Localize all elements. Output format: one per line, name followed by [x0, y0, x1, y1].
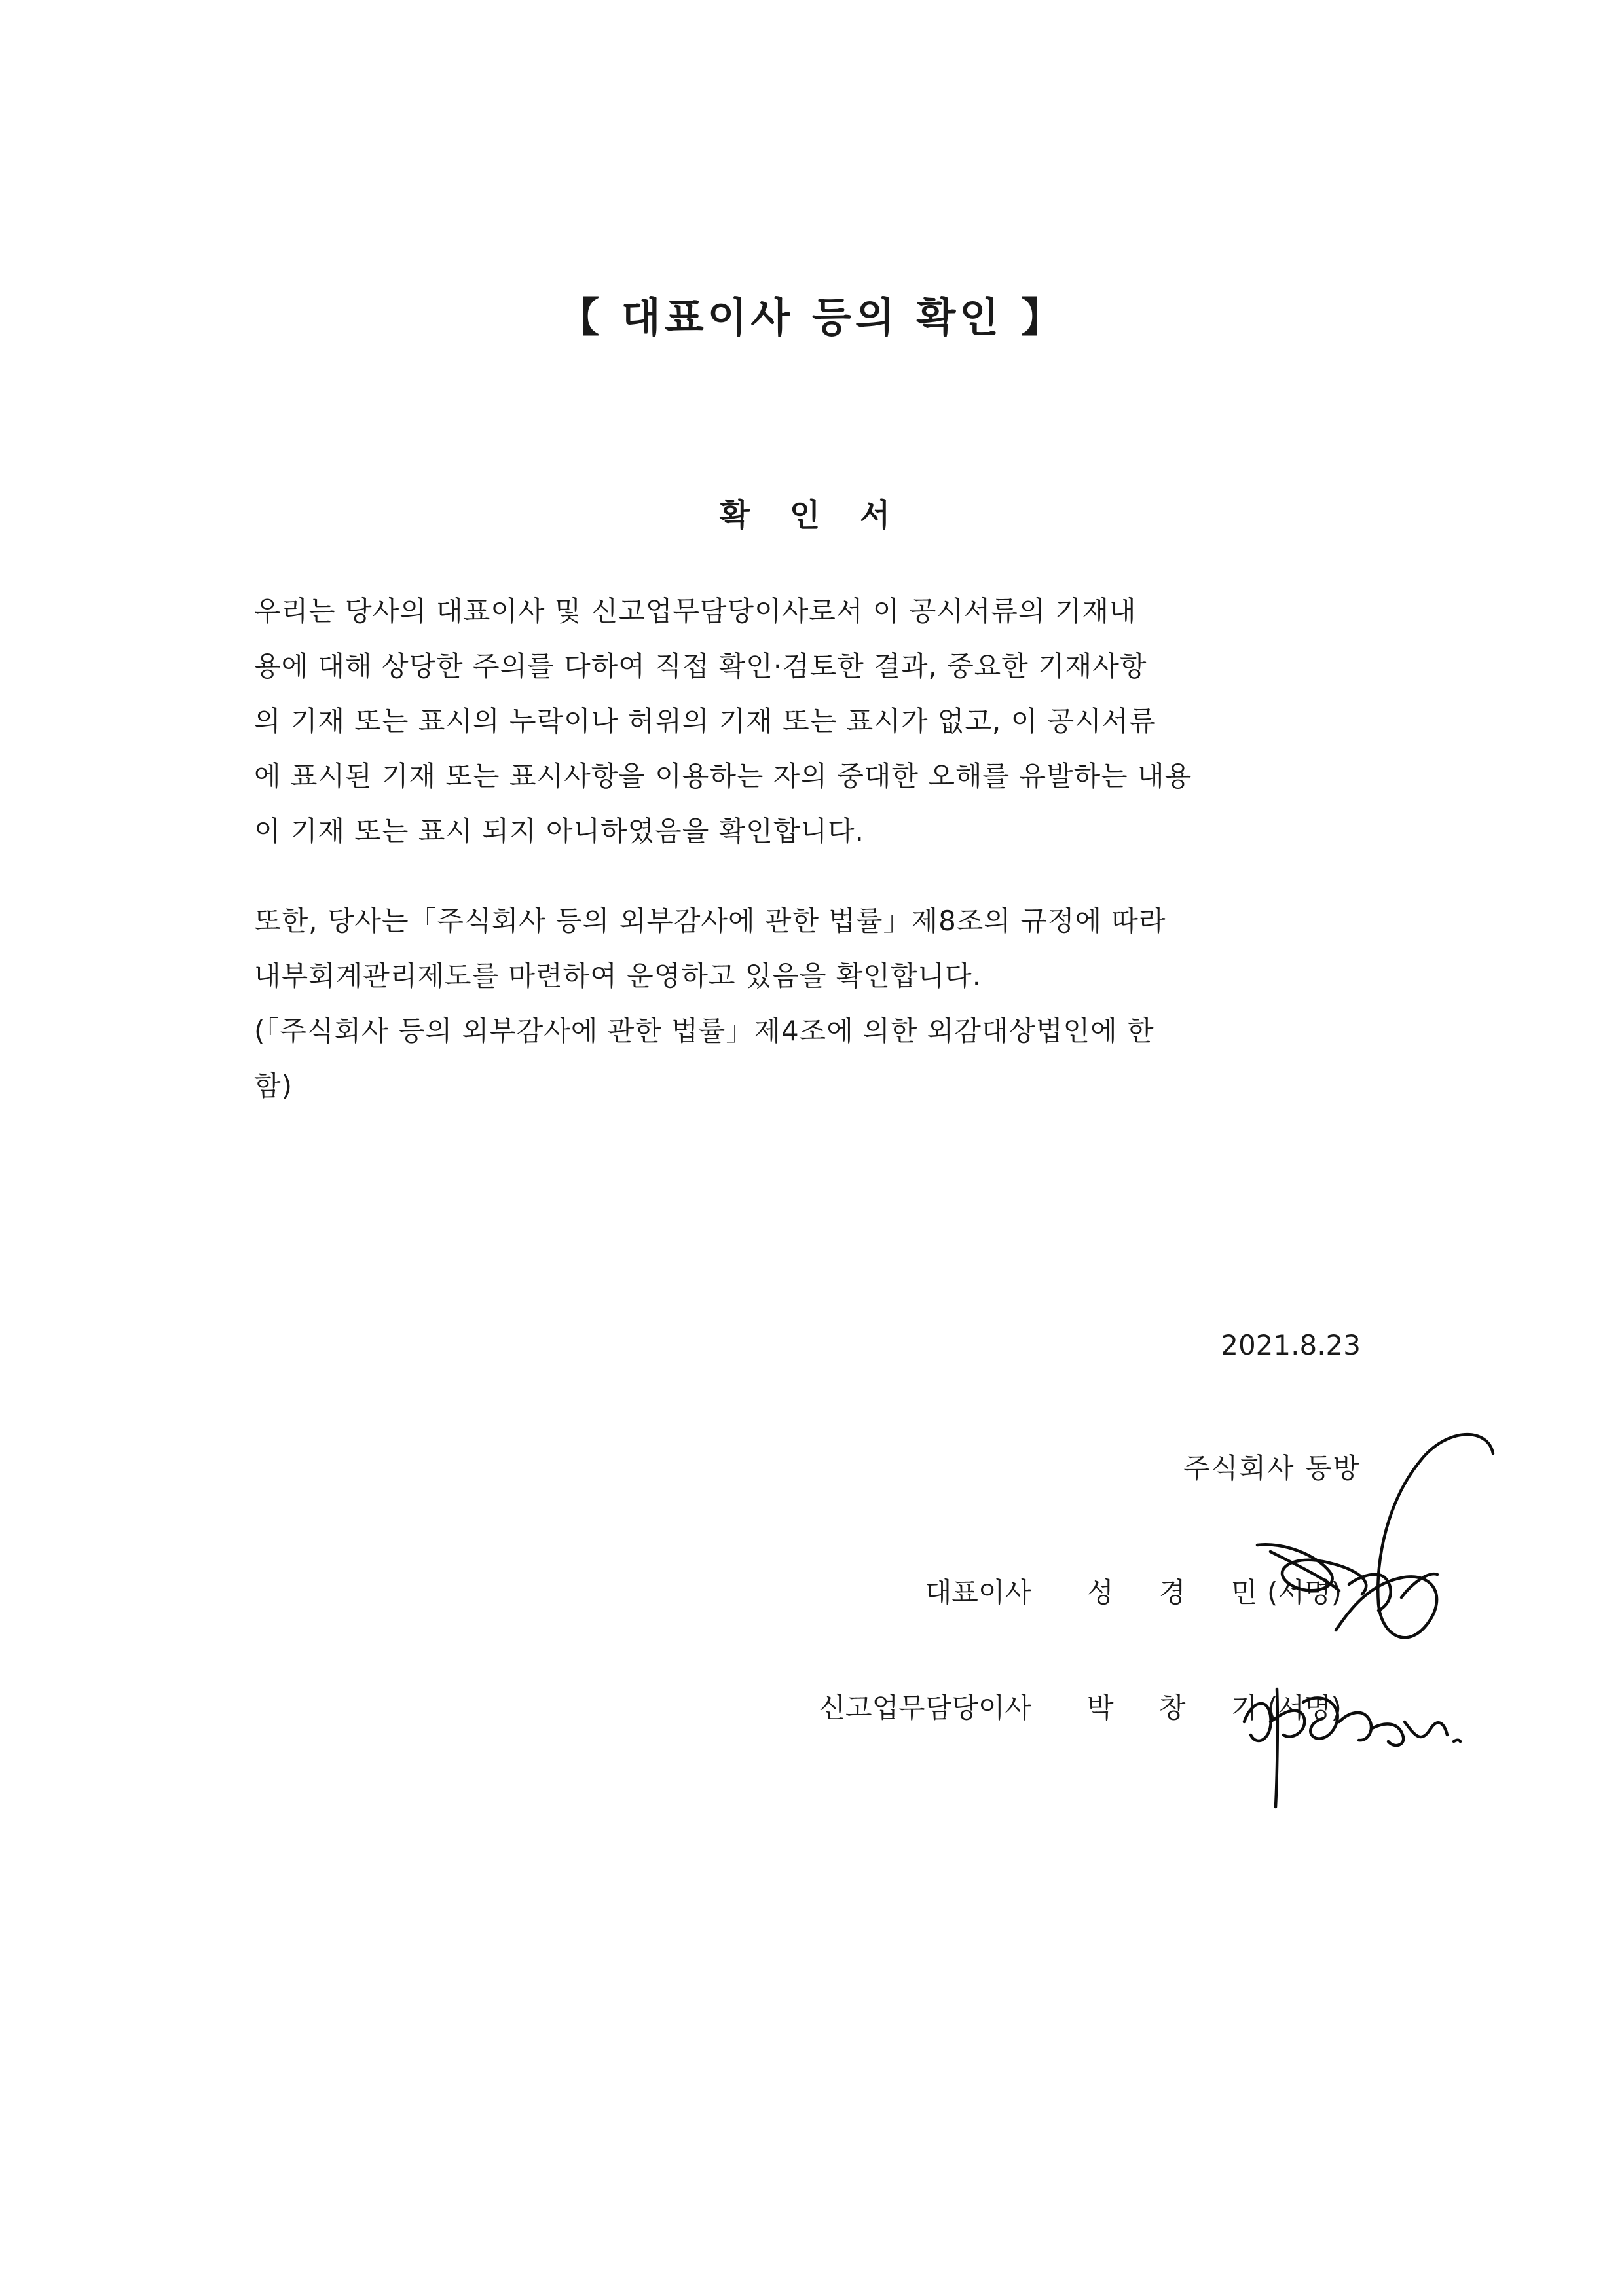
paragraph-line: 이 기재 또는 표시 되지 아니하였음을 확인합니다. [254, 815, 864, 847]
handwritten-signature [1231, 1414, 1519, 1820]
signature-label: (서명) [1267, 1692, 1342, 1724]
signature-stroke [1405, 1722, 1447, 1737]
paragraph-line: 또한, 당사는「주식회사 등의 외부감사에 관한 법률」제8조의 규정에 따라 [254, 905, 1166, 937]
company-name: 주식회사 동방 [1183, 1452, 1361, 1484]
internal-control-paragraph [254, 894, 1361, 1114]
signer-role: 신고업무담당이사 [819, 1692, 1031, 1724]
document-date: 2021.8.23 [1221, 1329, 1361, 1361]
paragraph-line: (「주식회사 등의 외부감사에 관한 법률」제4조에 의한 외감대상법인에 한 [254, 1015, 1154, 1047]
paragraph-line: 용에 대해 상당한 주의를 다하여 직접 확인·검토한 결과, 중요한 기재사항 [254, 650, 1147, 682]
signature-label: (서명) [1267, 1576, 1342, 1609]
signature-stroke [1276, 1689, 1278, 1807]
paragraph-line: 함) [254, 1070, 293, 1102]
paragraph-line: 에 표시된 기재 또는 표시사항을 이용하는 자의 중대한 오해를 유발하는 내용 [254, 760, 1192, 792]
signer-name: 박 창 기 [1087, 1692, 1276, 1724]
paragraph-line: 우리는 당사의 대표이사 및 신고업무담당이사로서 이 공시서류의 기재내 [254, 595, 1137, 627]
signature-stroke [1336, 1434, 1493, 1637]
paragraph-line: 내부회계관리제도를 마련하여 운영하고 있음을 확인합니다. [254, 960, 982, 992]
signature-stroke [1244, 1704, 1271, 1741]
signature-stroke [1454, 1740, 1460, 1741]
signature-stroke [1303, 1698, 1338, 1738]
signer-role: 대표이사 [925, 1576, 1031, 1609]
signature-stroke [1339, 1713, 1371, 1740]
signature-stroke [1372, 1724, 1403, 1745]
document-subtitle: 확 인 서 [719, 497, 905, 534]
signature-stroke [1270, 1711, 1304, 1737]
signer-name: 성 경 민 [1087, 1576, 1276, 1609]
document-title: 【 대표이사 등의 확인 】 [559, 293, 1065, 341]
confirmation-paragraph [254, 584, 1361, 859]
paragraph-line: 의 기재 또는 표시의 누락이나 허위의 기재 또는 표시가 없고, 이 공시서류 [254, 705, 1156, 737]
